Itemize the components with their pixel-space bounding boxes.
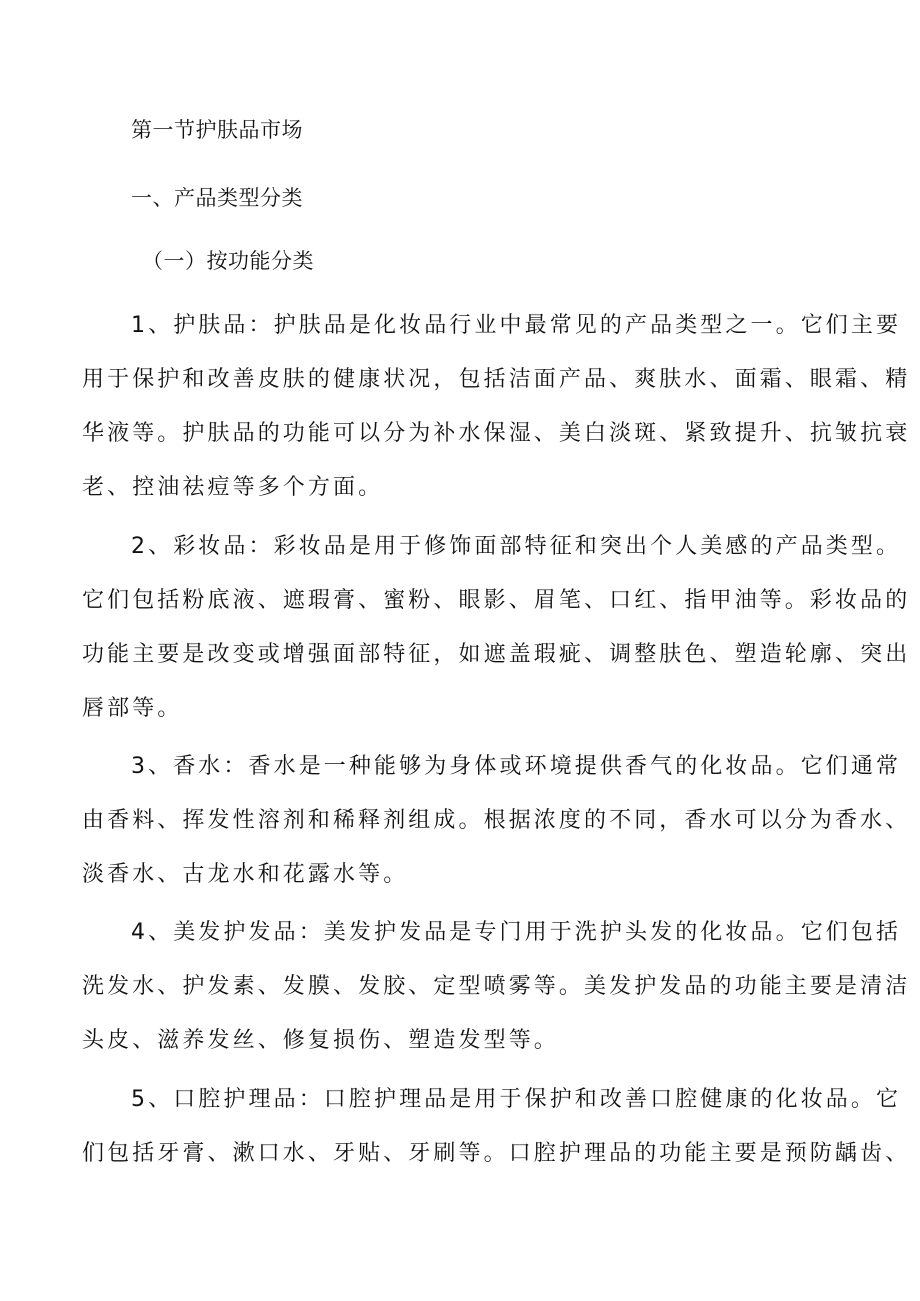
section-title: 第一节护肤品市场 [131, 118, 303, 142]
paragraph-line: 淡香水、古龙水和花露水等。 [82, 862, 409, 887]
paragraph-line: 它们包括粉底液、遮瑕膏、蜜粉、眼影、眉笔、口红、指甲油等。彩妆品的 [82, 588, 911, 613]
paragraph-line: 2、彩妆品：彩妆品是用于修饰面部特征和突出个人美感的产品类型。 [131, 534, 902, 559]
paragraph-line: 功能主要是改变或增强面部特征，如遮盖瑕疵、调整肤色、塑造轮廓、突出 [82, 642, 911, 667]
paragraph-line: 用于保护和改善皮肤的健康状况，包括洁面产品、爽肤水、面霜、眼霜、精 [82, 367, 911, 392]
paragraph-line: 3、香水：香水是一种能够为身体或环境提供香气的化妆品。它们通常 [131, 754, 902, 779]
paragraph-line: 头皮、滋养发丝、修复损伤、塑造发型等。 [82, 1028, 559, 1053]
paragraph-line: 洗发水、护发素、发膜、发胶、定型喷雾等。美发护发品的功能主要是清洁 [82, 974, 911, 999]
paragraph-line: 们包括牙膏、漱口水、牙贴、牙刷等。口腔护理品的功能主要是预防龋齿、 [82, 1141, 911, 1166]
paragraph-line: 唇部等。 [82, 696, 183, 721]
subsection-title: （一）按功能分类 [142, 249, 314, 273]
part-title: 一、产品类型分类 [131, 186, 303, 210]
paragraph-line: 华液等。护肤品的功能可以分为补水保湿、美白淡斑、紧致提升、抗皱抗衰 [82, 421, 911, 446]
paragraph-line: 4、美发护发品：美发护发品是专门用于洗护头发的化妆品。它们包括 [131, 920, 902, 945]
paragraph-line: 5、口腔护理品：口腔护理品是用于保护和改善口腔健康的化妆品。它 [131, 1087, 902, 1112]
paragraph-line: 1、护肤品：护肤品是化妆品行业中最常见的产品类型之一。它们主要 [131, 313, 902, 338]
paragraph-line: 老、控油祛痘等多个方面。 [82, 475, 384, 500]
paragraph-line: 由香料、挥发性溶剂和稀释剂组成。根据浓度的不同，香水可以分为香水、 [82, 808, 911, 833]
